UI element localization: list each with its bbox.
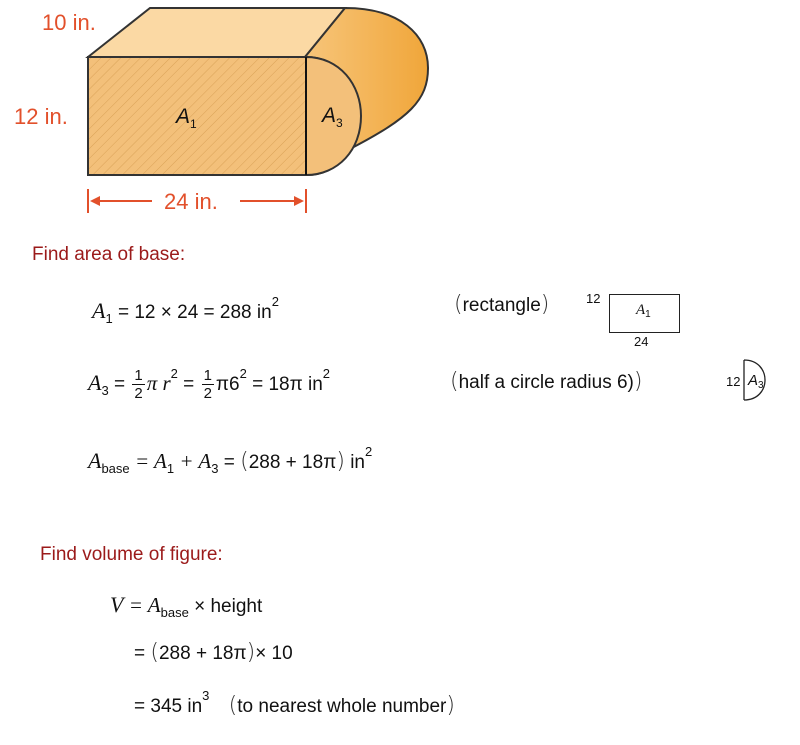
top-face: [88, 8, 345, 57]
equation-volume-sub: = (288 + 18π)× 10: [134, 640, 293, 665]
equation-abase: $A_{base} = A_1 + A_3 = (288 + 18\pi)$ $in^2$: [88, 444, 373, 476]
mini-rect-left-label: 12: [586, 291, 601, 306]
width-label: 24 in.: [164, 189, 218, 214]
note-half-circle: (half a circle radius 6)): [450, 369, 643, 394]
equation-volume-result: = 345 $in^3$ (to nearest whole number): [134, 688, 455, 718]
svg-text:A3: $A_3$: [748, 372, 764, 391]
mini-rectangle: [609, 294, 680, 333]
equation-a1: $A_1 = 12 \times 24 = 288$ $in^2$: [92, 294, 279, 326]
note-rectangle: (rectangle): [454, 292, 550, 317]
equation-volume: $V = A_{base}$ × height: [110, 592, 263, 620]
area3-label: $A_3$: [322, 104, 343, 130]
volume-heading: Find volume of figure:: [40, 544, 223, 565]
area1-label: $A_1$: [176, 105, 197, 131]
area-heading: Find area of base:: [32, 244, 186, 265]
mini-half-left-label: 12: [726, 374, 741, 389]
mini-half-circle: [742, 358, 772, 402]
mini-rect-bottom-label: 24: [634, 334, 649, 349]
composite-solid-figure: [0, 0, 460, 225]
equation-a3: $A_3$ = $\frac{1}{2}$ π $r^2$ = $\frac{1}{2}$ $\pi 6^2 = 18\pi$ $in^2$: [88, 366, 331, 403]
depth-label: 10 in.: [42, 10, 96, 35]
height-label: 12 in.: [14, 104, 68, 129]
mini-rect-inner-label: $A_1$: [636, 302, 651, 320]
